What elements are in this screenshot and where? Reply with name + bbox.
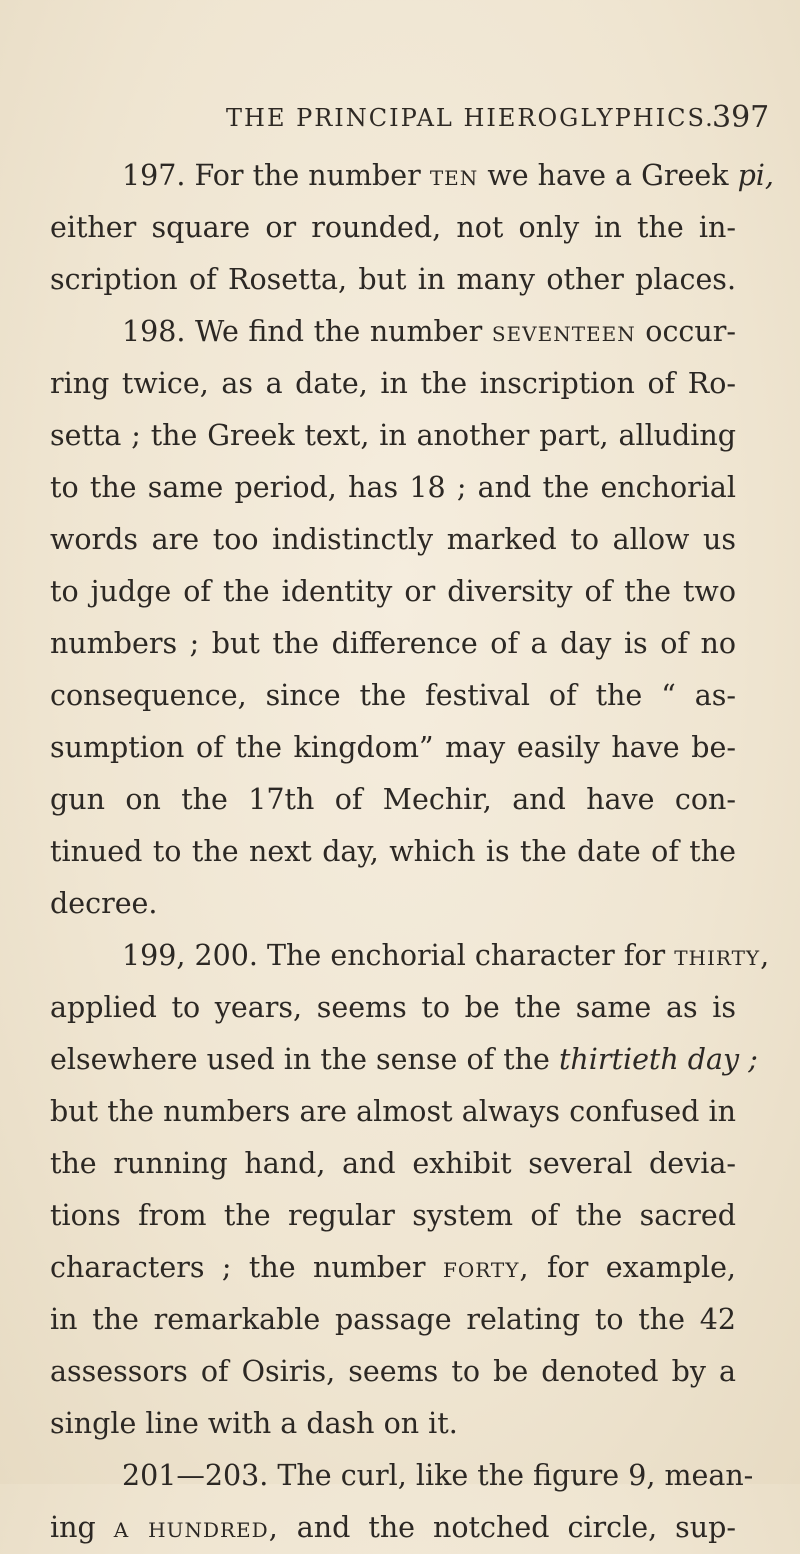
italic-run: pi,	[737, 159, 774, 192]
text-line	[50, 1086, 736, 1138]
text-run: applied to years, seems to be the same as is	[50, 991, 736, 1024]
text-line	[50, 1502, 736, 1554]
text-run: scription of Rosetta, but in many other places.	[50, 263, 736, 296]
text-line	[50, 1242, 736, 1294]
text-run: sumption of the kingdom” may easily have be-	[50, 731, 736, 764]
italic-run: thirtieth day ;	[558, 1043, 758, 1076]
text-line	[50, 618, 736, 670]
paragraph-start-line	[122, 150, 774, 202]
text-run: gun on the 17th of Mechir, and have con-	[50, 783, 736, 816]
text-run: setta ; the Greek text, in another part, alluding	[50, 419, 736, 452]
small-caps-run: ten	[429, 159, 479, 192]
text-run: occur-	[635, 315, 737, 348]
text-run: and the notched circle, sup-	[278, 1511, 736, 1544]
text-line	[50, 722, 736, 774]
text-run: 201—203. The curl, like the figure 9, mean-	[122, 1459, 754, 1492]
text-line	[50, 774, 736, 826]
text-run: numbers ; but the difference of a day is of no	[50, 627, 736, 660]
text-line	[50, 1398, 458, 1450]
text-line	[50, 202, 736, 254]
text-run: for example,	[529, 1251, 736, 1284]
text-run: we have a Greek	[478, 159, 738, 192]
text-line	[50, 410, 736, 462]
text-line	[50, 1190, 736, 1242]
text-line	[50, 514, 736, 566]
text-run: ring twice, as a date, in the inscription of Ro-	[50, 367, 736, 400]
text-line	[50, 1034, 758, 1086]
paragraph-start-line	[122, 930, 771, 982]
text-line	[50, 878, 158, 930]
paragraph-start-line	[122, 306, 736, 358]
text-run: 199, 200. The enchorial character for	[122, 939, 675, 972]
text-run: to the same period, has 18 ; and the enchorial	[50, 471, 736, 504]
text-line	[50, 566, 736, 618]
text-line	[50, 670, 736, 722]
running-head	[0, 100, 800, 144]
text-run: tions from the regular system of the sacred	[50, 1199, 736, 1232]
text-run: in the remarkable passage relating to the 42	[50, 1303, 736, 1336]
small-caps-run: seventeen	[491, 315, 636, 348]
text-line	[50, 462, 736, 514]
text-line	[50, 254, 736, 306]
running-head-title: THE PRINCIPAL HIEROGLYPHICS.	[226, 104, 715, 132]
text-run: 197. For the number	[122, 159, 430, 192]
text-run: but the numbers are almost always confused in	[50, 1095, 736, 1128]
text-run: assessors of Osiris, seems to be denoted by a	[50, 1355, 736, 1388]
text-run: words are too indistinctly marked to allow us	[50, 523, 736, 556]
text-line	[50, 1138, 736, 1190]
text-run: to judge of the identity or diversity of the two	[50, 575, 736, 608]
small-caps-run: thirty,	[674, 939, 771, 972]
page-number: 397	[712, 100, 770, 135]
text-run: the running hand, and exhibit several devia-	[50, 1147, 736, 1180]
text-line	[50, 826, 736, 878]
paragraph-start-line	[122, 1450, 754, 1502]
small-caps-run: a hundred,	[113, 1511, 279, 1544]
text-line	[50, 982, 736, 1034]
text-run: ing	[50, 1511, 114, 1544]
text-run: characters ; the number	[50, 1251, 443, 1284]
text-run: 198. We find the number	[122, 315, 492, 348]
text-run: either square or rounded, not only in the in-	[50, 211, 736, 244]
text-line	[50, 1346, 736, 1398]
text-line	[50, 1294, 736, 1346]
small-caps-run: forty,	[442, 1251, 530, 1284]
text-run: consequence, since the festival of the “ as-	[50, 679, 736, 712]
text-run: single line with a dash on it.	[50, 1407, 458, 1440]
text-run: decree.	[50, 887, 158, 920]
text-line	[50, 358, 736, 410]
text-run: tinued to the next day, which is the date of the	[50, 835, 736, 868]
text-run: elsewhere used in the sense of the	[50, 1043, 559, 1076]
